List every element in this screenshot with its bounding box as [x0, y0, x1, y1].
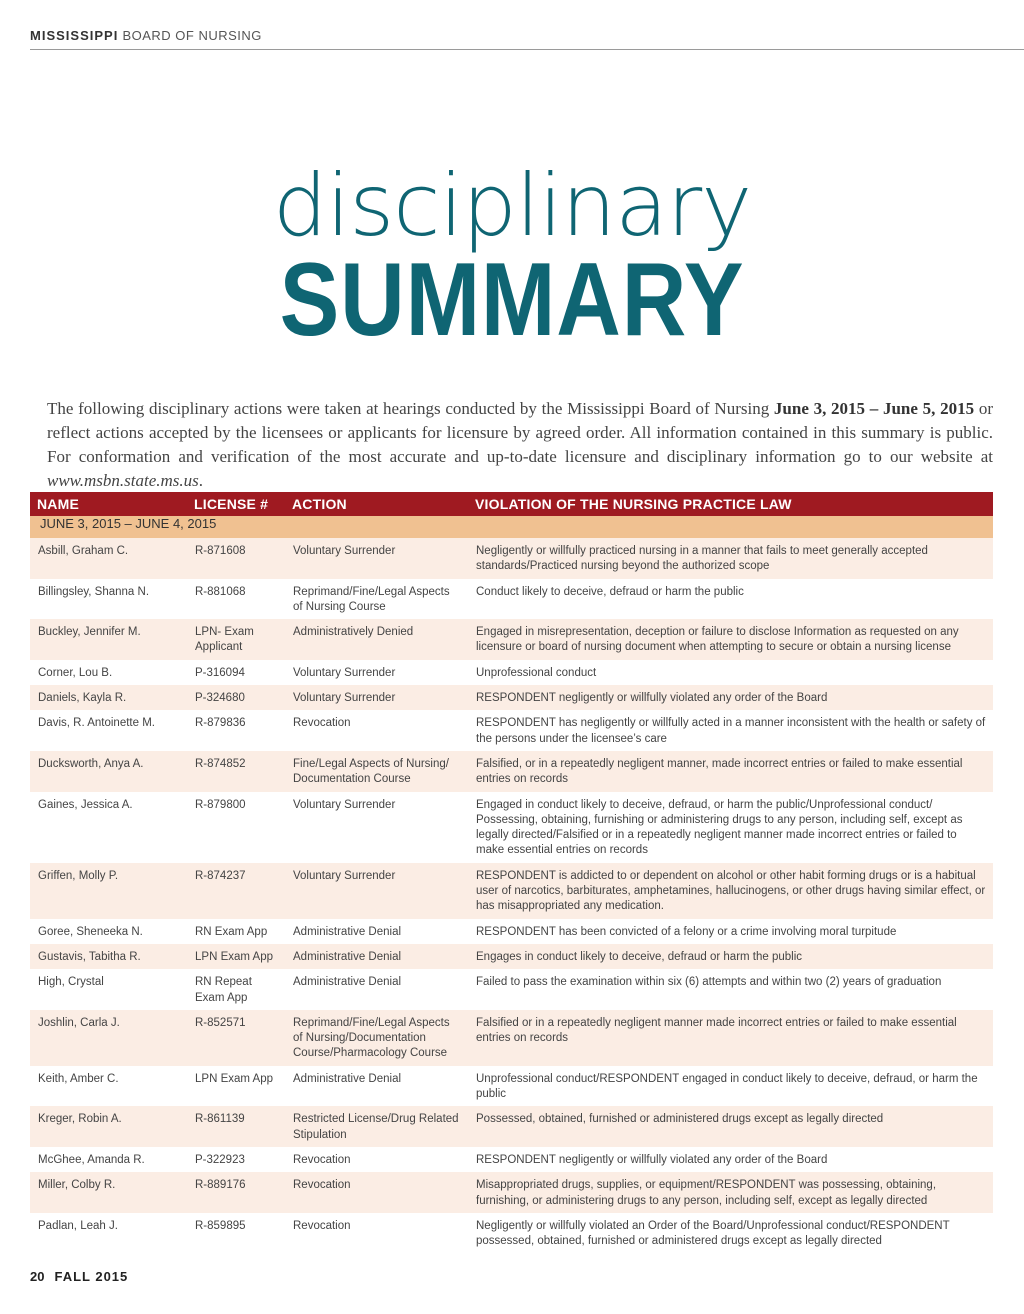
cell-violation: Unprofessional conduct/RESPONDENT engaged in conduct likely to deceive, defraud, or harm the public	[468, 1066, 993, 1107]
cell-name: Buckley, Jennifer M.	[30, 619, 187, 660]
hearing-dates: June 3, 2015 – June 5, 2015	[773, 399, 975, 418]
intro-text-1: The following disciplinary actions were taken at hearings conducted by the Mississippi Board of Nursing	[47, 399, 774, 418]
cell-name: Goree, Sheneeka N.	[30, 919, 187, 944]
table-row	[30, 1213, 993, 1254]
cell-violation: Misappropriated drugs, supplies, or equipment/RESPONDENT was possessing, obtaining, furnishing, or administering drugs to any person, including self, except as legally directed	[468, 1172, 993, 1213]
cell-action: Voluntary Surrender	[285, 685, 468, 710]
table-row	[30, 579, 993, 620]
cell-name: Padlan, Leah J.	[30, 1213, 187, 1254]
cell-name: Miller, Colby R.	[30, 1172, 187, 1213]
cell-name: Kreger, Robin A.	[30, 1106, 187, 1147]
cell-violation: Conduct likely to deceive, defraud or harm the public	[468, 579, 993, 620]
cell-violation: RESPONDENT negligently or willfully violated any order of the Board	[468, 685, 993, 710]
cell-violation: RESPONDENT is addicted to or dependent on alcohol or other habit forming drugs or is a habitual user of narcotics, barbiturates, amphetamines, hallucinogens, or other drugs having similar effect, or has misappropriated any medication.	[468, 863, 993, 919]
cell-violation: Engaged in conduct likely to deceive, defraud, or harm the public/Unprofessional conduct/ Possessing, obtaining, furnishing or administering drugs to any person, including self, except as legally directed/Falsified or in a repeatedly negligent manner made incorrect entries or failed to make essential entries on records	[468, 792, 993, 863]
table-row	[30, 969, 993, 1010]
table-row	[30, 1106, 993, 1147]
cell-violation: RESPONDENT has negligently or willfully acted in a manner inconsistent with the health or safety of the persons under the licensee’s care	[468, 710, 993, 751]
issue-label: FALL 2015	[54, 1269, 129, 1284]
section-row	[30, 516, 993, 538]
page-number: 20	[30, 1269, 45, 1284]
cell-name: Griffen, Molly P.	[30, 863, 187, 919]
cell-action: Revocation	[285, 1147, 468, 1172]
cell-violation: Engaged in misrepresentation, deception or failure to disclose Information as requested on any licensure or board of nursing document when attempting to secure or obtain a nursing license	[468, 619, 993, 660]
cell-action: Reprimand/Fine/Legal Aspects of Nursing Course	[285, 579, 468, 620]
cell-license: R-879800	[187, 792, 285, 863]
page-footer	[30, 1269, 128, 1284]
cell-action: Reprimand/Fine/Legal Aspects of Nursing/Documentation Course/Pharmacology Course	[285, 1010, 468, 1066]
section-date-range: JUNE 3, 2015 – JUNE 4, 2015	[30, 516, 993, 538]
table-row	[30, 710, 993, 751]
col-header-license: LICENSE #	[187, 492, 285, 516]
col-header-violation: VIOLATION OF THE NURSING PRACTICE LAW	[468, 492, 993, 516]
cell-action: Administrative Denial	[285, 919, 468, 944]
table-row	[30, 944, 993, 969]
cell-name: Asbill, Graham C.	[30, 538, 187, 579]
cell-license: R-874852	[187, 751, 285, 792]
cell-name: McGhee, Amanda R.	[30, 1147, 187, 1172]
cell-license: R-859895	[187, 1213, 285, 1254]
cell-license: R-874237	[187, 863, 285, 919]
table-row	[30, 660, 993, 685]
cell-action: Revocation	[285, 710, 468, 751]
cell-license: R-879836	[187, 710, 285, 751]
cell-violation: Falsified or in a repeatedly negligent manner made incorrect entries or failed to make essential entries on records	[468, 1010, 993, 1066]
cell-action: Administratively Denied	[285, 619, 468, 660]
table-row	[30, 1172, 993, 1213]
cell-license: P-316094	[187, 660, 285, 685]
cell-license: RN Repeat Exam App	[187, 969, 285, 1010]
cell-action: Voluntary Surrender	[285, 538, 468, 579]
table-row	[30, 1066, 993, 1107]
col-header-action: ACTION	[285, 492, 468, 516]
table-header-row	[30, 492, 993, 516]
cell-action: Revocation	[285, 1172, 468, 1213]
org-name-bold: MISSISSIPPI	[30, 28, 119, 43]
cell-violation: Unprofessional conduct	[468, 660, 993, 685]
cell-license: RN Exam App	[187, 919, 285, 944]
cell-license: P-322923	[187, 1147, 285, 1172]
col-header-name: NAME	[30, 492, 187, 516]
cell-license: R-889176	[187, 1172, 285, 1213]
table-row	[30, 751, 993, 792]
cell-violation: RESPONDENT negligently or willfully violated any order of the Board	[468, 1147, 993, 1172]
title-summary: SUMMARY	[279, 242, 745, 358]
table-row	[30, 685, 993, 710]
cell-name: High, Crystal	[30, 969, 187, 1010]
page-header	[30, 28, 1024, 43]
header-divider	[30, 49, 1024, 50]
cell-name: Gaines, Jessica A.	[30, 792, 187, 863]
cell-license: LPN- Exam Applicant	[187, 619, 285, 660]
table-row	[30, 863, 993, 919]
cell-action: Revocation	[285, 1213, 468, 1254]
cell-action: Voluntary Surrender	[285, 792, 468, 863]
cell-license: R-861139	[187, 1106, 285, 1147]
cell-license: R-871608	[187, 538, 285, 579]
cell-license: P-324680	[187, 685, 285, 710]
cell-name: Keith, Amber C.	[30, 1066, 187, 1107]
cell-action: Administrative Denial	[285, 1066, 468, 1107]
disciplinary-table	[30, 492, 993, 1253]
cell-violation: Failed to pass the examination within six (6) attempts and within two (2) years of graduation	[468, 969, 993, 1010]
intro-paragraph	[47, 397, 993, 493]
cell-action: Voluntary Surrender	[285, 863, 468, 919]
org-name-rest: BOARD OF NURSING	[122, 28, 262, 43]
intro-text-3: .	[198, 471, 204, 490]
cell-action: Administrative Denial	[285, 944, 468, 969]
cell-violation: Possessed, obtained, furnished or administered drugs except as legally directed	[468, 1106, 993, 1147]
table-row	[30, 1147, 993, 1172]
table-row	[30, 919, 993, 944]
cell-license: LPN Exam App	[187, 944, 285, 969]
cell-license: R-852571	[187, 1010, 285, 1066]
table-row	[30, 1010, 993, 1066]
table-row	[30, 619, 993, 660]
cell-license: LPN Exam App	[187, 1066, 285, 1107]
table-row	[30, 538, 993, 579]
cell-action: Administrative Denial	[285, 969, 468, 1010]
cell-action: Restricted License/Drug Related Stipulation	[285, 1106, 468, 1147]
cell-violation: Negligently or willfully practiced nursing in a manner that fails to meet generally accepted standards/Practiced nursing beyond the authorized scope	[468, 538, 993, 579]
cell-name: Daniels, Kayla R.	[30, 685, 187, 710]
cell-violation: RESPONDENT has been convicted of a felony or a crime involving moral turpitude	[468, 919, 993, 944]
cell-violation: Falsified, or in a repeatedly negligent manner, made incorrect entries or failed to make essential entries on records	[468, 751, 993, 792]
cell-name: Gustavis, Tabitha R.	[30, 944, 187, 969]
cell-action: Voluntary Surrender	[285, 660, 468, 685]
cell-name: Davis, R. Antoinette M.	[30, 710, 187, 751]
cell-name: Corner, Lou B.	[30, 660, 187, 685]
cell-violation: Engages in conduct likely to deceive, defraud or harm the public	[468, 944, 993, 969]
website-link[interactable]: www.msbn.state.ms.us	[47, 471, 199, 490]
intro-text-2: or reflect actions accepted by the licensees or applicants for licensure by agreed order. All information contained in this summary is public. For conformation and verification of the most accurate and up-to-date licensure and disciplinary information go to our website at	[47, 399, 993, 466]
cell-action: Fine/Legal Aspects of Nursing/ Documentation Course	[285, 751, 468, 792]
table-row	[30, 792, 993, 863]
cell-license: R-881068	[187, 579, 285, 620]
cell-name: Billingsley, Shanna N.	[30, 579, 187, 620]
cell-name: Ducksworth, Anya A.	[30, 751, 187, 792]
cell-name: Joshlin, Carla J.	[30, 1010, 187, 1066]
cell-violation: Negligently or willfully violated an Order of the Board/Unprofessional conduct/RESPONDENT possessed, obtained, furnished or administered drugs except as legally directed	[468, 1213, 993, 1254]
title-disciplinary: disciplinary	[272, 156, 752, 256]
